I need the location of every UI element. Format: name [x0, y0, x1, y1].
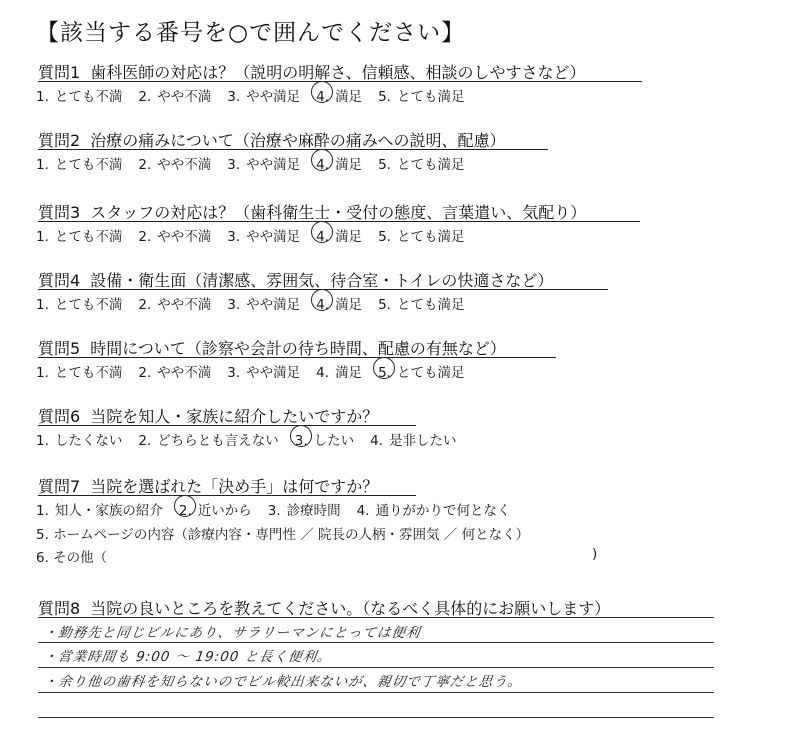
answer-line: [38, 692, 714, 693]
option-4[interactable]: [316, 361, 362, 381]
option-4[interactable]: [316, 225, 362, 245]
option-label: やや不満: [157, 365, 212, 381]
option-label: とても不満: [54, 157, 123, 173]
option-5[interactable]: [378, 85, 464, 105]
option-number: 5.: [378, 157, 391, 173]
question-text: 治療の痛みについて（治療や麻酔の痛みへの説明、配慮）: [90, 131, 506, 150]
question-text: スタッフの対応は？（歯科衛生士・受付の態度、言葉遣い、気配り）: [90, 203, 587, 222]
option-label: したくない: [54, 433, 123, 449]
option-label: とても満足: [396, 297, 465, 313]
option-label: したい: [313, 433, 355, 449]
question-underline: [38, 495, 416, 496]
option-4[interactable]: [316, 153, 362, 173]
option-number: 1.: [36, 365, 49, 381]
option-number: 2.: [138, 157, 152, 173]
option-label: とても不満: [54, 229, 123, 245]
option-label: 近いから: [197, 503, 252, 519]
option-number: 3.: [227, 297, 241, 313]
option-3[interactable]: [227, 225, 300, 245]
option-label: とても満足: [396, 229, 465, 245]
option-label: やや満足: [246, 297, 301, 313]
answer-line: [38, 617, 714, 618]
question-number: 質問5: [38, 339, 81, 358]
option-number: 4.: [356, 503, 370, 519]
question-7-options: [36, 499, 527, 519]
option-number: 1.: [36, 433, 49, 449]
question-number: 質問2: [38, 131, 81, 150]
question-4-options: [36, 293, 480, 313]
option-label: やや満足: [246, 89, 301, 105]
option-2[interactable]: [138, 429, 278, 449]
option-3[interactable]: [227, 293, 300, 313]
option-number: 4.: [316, 365, 330, 381]
option-label: 通りがかりで何となく: [375, 503, 511, 519]
option-1[interactable]: [36, 429, 122, 449]
answer-line: [38, 717, 714, 718]
option-number: 3.: [227, 89, 241, 105]
question-6-options: [36, 429, 473, 449]
option-label: やや不満: [157, 297, 212, 313]
other-label: 6. その他（: [36, 550, 108, 566]
option-label: とても不満: [54, 297, 123, 313]
option-4[interactable]: [316, 85, 362, 105]
option-number: 1.: [36, 157, 49, 173]
option-label: とても不満: [54, 365, 123, 381]
option-number: 2.: [138, 229, 152, 245]
option-number: 1.: [36, 297, 49, 313]
option-number: 4.: [316, 229, 330, 245]
option-number: 4.: [316, 89, 330, 105]
option-label: とても不満: [54, 89, 123, 105]
answer-line: [38, 642, 714, 643]
option-number: 4.: [370, 433, 384, 449]
option-label: 満足: [335, 157, 363, 173]
option-5[interactable]: [378, 225, 464, 245]
question-6: [38, 404, 378, 427]
option-2[interactable]: [138, 225, 211, 245]
option-2[interactable]: [138, 153, 211, 173]
question-text: 時間について（診察や会計の待ち時間、配慮の有無など）: [90, 339, 506, 358]
question-7-option-6: [36, 546, 598, 566]
option-2[interactable]: [138, 293, 211, 313]
option-3[interactable]: [295, 429, 354, 449]
question-8: [38, 596, 610, 619]
option-number: 3.: [267, 503, 281, 519]
option-2[interactable]: [138, 361, 211, 381]
option-label: やや不満: [157, 89, 212, 105]
handwritten-answer-3: ・余り他の歯科を知らないのでビル較出来ないが、親切で丁寧だと思う。: [42, 674, 524, 690]
question-number: 質問8: [38, 599, 81, 618]
option-number: 2.: [138, 297, 152, 313]
option-label: やや満足: [246, 365, 301, 381]
question-1: [38, 60, 586, 83]
option-2[interactable]: [138, 85, 211, 105]
handwritten-answer-2: ・営業時間も 9:00 ～ 19:00 と長く便利。: [42, 649, 333, 665]
question-text: 設備・衛生面（清潔感、雰囲気、待合室・トイレの快適さなど）: [90, 271, 554, 290]
option-number: 2.: [138, 433, 152, 449]
option-1[interactable]: [36, 361, 122, 381]
option-label: 知人・家族の紹介: [54, 503, 163, 519]
question-underline: [38, 425, 416, 426]
option-label: 満足: [335, 89, 363, 105]
option-label: やや不満: [157, 229, 212, 245]
question-text: 当院を知人・家族に紹介したいですか？: [90, 407, 379, 426]
question-4: [38, 268, 553, 291]
option-5[interactable]: [378, 153, 464, 173]
option-label: 是非したい: [389, 433, 457, 449]
option-label: やや満足: [246, 157, 301, 173]
option-3[interactable]: [227, 153, 300, 173]
page-title: 【該当する番号を○で囲んでください】: [36, 20, 466, 46]
option-label: やや不満: [157, 157, 212, 173]
option-number: 1.: [36, 229, 49, 245]
option-label: 診療時間: [286, 503, 341, 519]
other-close-paren: ): [592, 546, 598, 562]
option-label: やや満足: [246, 229, 301, 245]
question-1-options: [36, 85, 480, 105]
option-2[interactable]: [179, 499, 252, 519]
option-number: 1.: [36, 89, 49, 105]
question-underline: [38, 149, 548, 150]
question-text: 歯科医師の対応は？（説明の明解さ、信頼感、相談のしやすさなど）: [90, 63, 586, 82]
option-number: 2.: [138, 365, 152, 381]
option-label: とても満足: [396, 89, 465, 105]
option-label: どちらとも言えない: [157, 433, 279, 449]
option-number: 2.: [178, 503, 192, 519]
option-number: 1.: [36, 503, 49, 519]
option-number: 3.: [227, 229, 241, 245]
option-3[interactable]: [268, 499, 341, 519]
option-5[interactable]: [378, 361, 464, 381]
question-7: [38, 474, 378, 497]
option-label: 満足: [335, 229, 363, 245]
option-number: 3.: [227, 157, 241, 173]
question-underline: [38, 81, 642, 82]
option-number: 2.: [138, 89, 152, 105]
option-1[interactable]: [36, 153, 122, 173]
question-number: 質問7: [38, 477, 81, 496]
question-3-options: [36, 225, 480, 245]
option-1[interactable]: [36, 85, 122, 105]
option-number: 4.: [316, 157, 330, 173]
option-1[interactable]: [36, 293, 122, 313]
option-label: 満足: [335, 297, 363, 313]
option-1[interactable]: [36, 499, 163, 519]
question-5: [38, 336, 506, 359]
option-label: とても満足: [396, 157, 465, 173]
question-2-options: [36, 153, 480, 173]
option-4[interactable]: [370, 429, 456, 449]
question-underline: [38, 357, 556, 358]
option-label: とても満足: [396, 365, 465, 381]
option-3[interactable]: [227, 361, 300, 381]
option-number: 5.: [378, 89, 391, 105]
question-2: [38, 128, 506, 151]
option-number: 5.: [378, 297, 391, 313]
option-number: 5.: [378, 365, 391, 381]
option-5[interactable]: [378, 293, 464, 313]
option-number: 4.: [316, 297, 330, 313]
question-number: 質問3: [38, 203, 81, 222]
option-label: 満足: [335, 365, 363, 381]
option-4[interactable]: [316, 293, 362, 313]
option-number: 5.: [378, 229, 391, 245]
question-number: 質問6: [38, 407, 81, 426]
option-4[interactable]: [357, 499, 511, 519]
option-1[interactable]: [36, 225, 122, 245]
question-3: [38, 200, 586, 223]
answer-line: [38, 667, 714, 668]
handwritten-answer-1: ・勤務先と同じビルにあり、サラリーマンにとっては便利: [42, 625, 422, 641]
question-number: 質問1: [38, 63, 81, 82]
option-number: 3.: [227, 365, 241, 381]
question-text: 当院の良いところを教えてください。（なるべく具体的にお願いします）: [90, 599, 611, 618]
question-7-option-5: 5. ホームページの内容（診療内容・専門性 ／ 院長の人柄・雰囲気 ／ 何となく）: [36, 527, 530, 543]
question-number: 質問4: [38, 271, 81, 290]
question-text: 当院を選ばれた「決め手」は何ですか？: [90, 477, 379, 496]
option-3[interactable]: [227, 85, 300, 105]
question-underline: [38, 221, 640, 222]
option-number: 3.: [294, 433, 308, 449]
question-5-options: [36, 361, 480, 381]
